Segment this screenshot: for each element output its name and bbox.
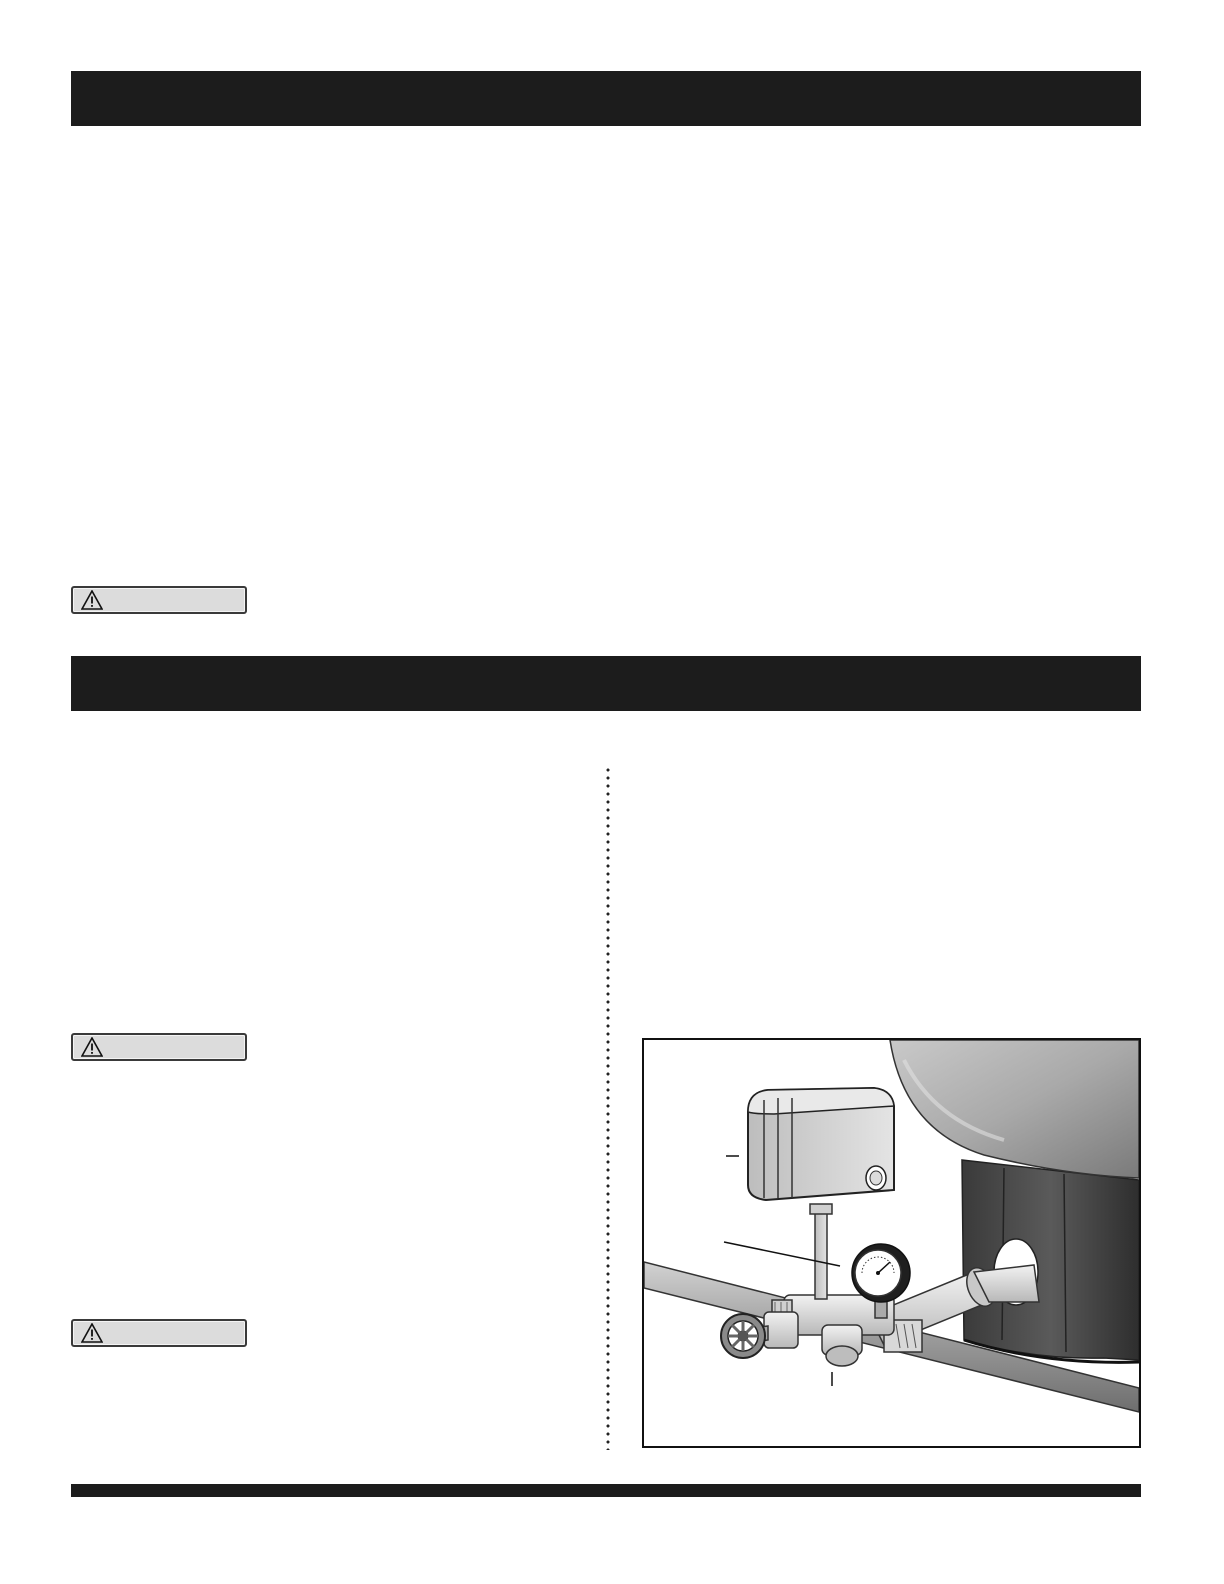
tank-installation-illustration — [644, 1040, 1139, 1446]
warning-box-1 — [71, 586, 247, 614]
warning-triangle-icon — [81, 1037, 103, 1057]
tank-installation-figure — [642, 1038, 1141, 1448]
footer-bar — [71, 1484, 1141, 1497]
gate-valve-icon — [721, 1312, 798, 1358]
warning-triangle-icon — [81, 1323, 103, 1343]
switch-stem — [810, 1204, 832, 1299]
pressure-switch-icon — [748, 1088, 894, 1200]
section-header-bar-1 — [71, 71, 1141, 126]
warning-box-2 — [71, 1033, 247, 1061]
drain-valve-icon — [822, 1325, 862, 1366]
column-divider — [606, 766, 610, 1450]
section-header-bar-2 — [71, 656, 1141, 711]
warning-triangle-icon — [81, 590, 103, 610]
warning-box-3 — [71, 1319, 247, 1347]
